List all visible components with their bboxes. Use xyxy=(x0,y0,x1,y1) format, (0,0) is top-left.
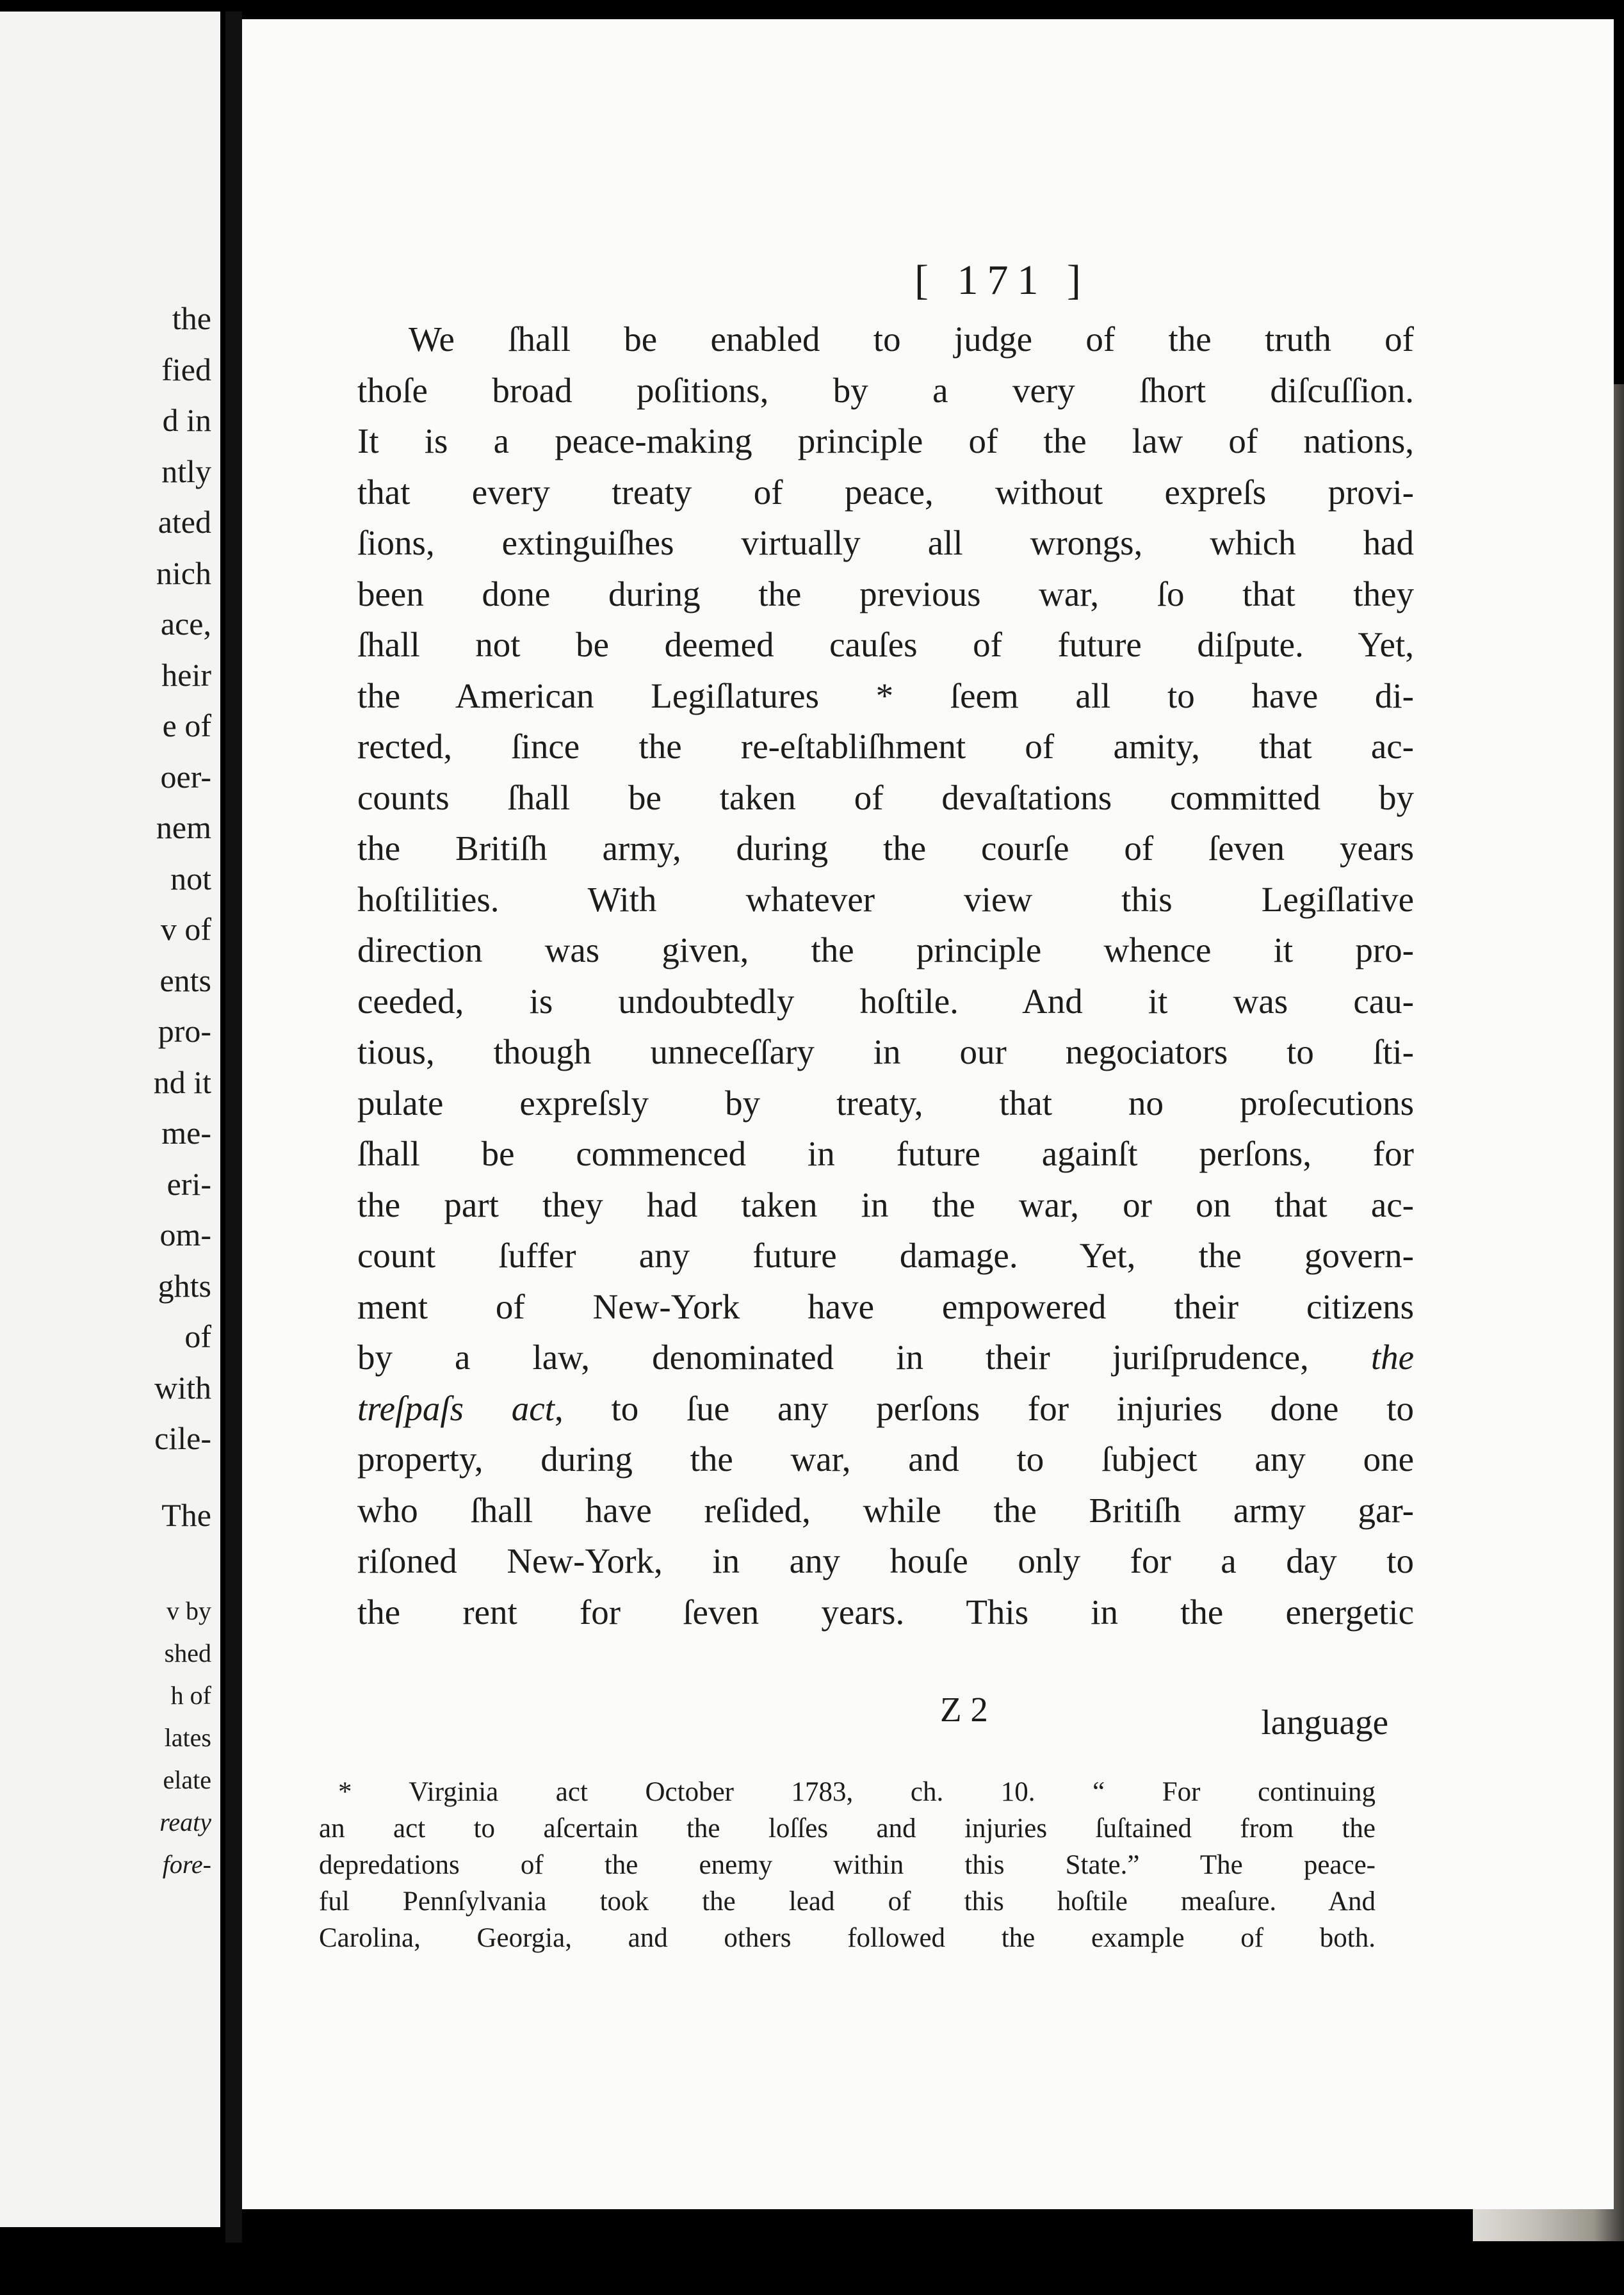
left-page-footnote-fragments xyxy=(159,1590,211,1886)
text-line: ſhall not be deemed cauſes of future diſpute. Yet, xyxy=(357,625,1414,664)
body-text xyxy=(357,314,1414,1637)
text-line: been done during the previous war, ſo that they xyxy=(357,574,1414,613)
text-line: It is a peace-making principle of the law of nations, xyxy=(357,421,1414,460)
text-line: direction was given, the principle whence it pro- xyxy=(357,930,1414,969)
left-note: h of xyxy=(170,1681,211,1710)
left-fragment: pro- xyxy=(158,1013,211,1049)
left-fragment: me- xyxy=(161,1115,211,1151)
left-note: fore- xyxy=(162,1850,211,1879)
left-note: reaty xyxy=(159,1808,211,1837)
left-fragment-gap xyxy=(154,1464,211,1490)
text-line: count ſuffer any future damage. Yet, the govern- xyxy=(357,1236,1414,1275)
text-line: thoſe broad poſitions, by a very ſhort diſcuſſion. xyxy=(357,370,1414,410)
left-fragment: nich xyxy=(156,555,211,591)
left-fragment: om- xyxy=(159,1217,211,1253)
text-span: , to ſue any perſons for injuries done to xyxy=(554,1388,1414,1428)
text-line: ceeded, is undoubtedly hoſtile. And it was cau- xyxy=(357,981,1414,1021)
left-fragment: ents xyxy=(159,962,211,998)
signature-mark: Z 2 xyxy=(940,1690,988,1729)
footnote-line: ful Pennſylvania took the lead of this hoſtile meaſure. And xyxy=(319,1886,1376,1917)
footnote xyxy=(319,1774,1376,1956)
left-note: lates xyxy=(164,1723,211,1752)
left-note: shed xyxy=(164,1639,211,1667)
book-page xyxy=(242,19,1614,2209)
left-page-text-fragments xyxy=(154,293,211,1541)
catchword: language xyxy=(1261,1703,1388,1742)
left-fragment: of xyxy=(184,1318,211,1354)
left-fragment: fied xyxy=(161,351,211,387)
book-gutter xyxy=(225,12,242,2242)
left-fragment: ace, xyxy=(160,606,211,642)
left-fragment: not xyxy=(170,860,211,896)
left-fragment: ated xyxy=(158,504,211,540)
text-line: hoſtilities. With whatever view this Legiſlative xyxy=(357,879,1414,919)
left-fragment: e of xyxy=(162,708,211,743)
text-line: ſhall be commenced in future againſt perſons, for xyxy=(357,1134,1414,1173)
left-fragment: cile- xyxy=(154,1420,211,1456)
left-fragment: the xyxy=(172,300,211,336)
left-fragment: eri- xyxy=(166,1165,211,1202)
left-note: v by xyxy=(166,1596,211,1625)
left-fragment: nem xyxy=(156,809,211,845)
text-line: ment of New-York have empowered their citizens xyxy=(357,1286,1414,1326)
italic-term-trespass-act: treſpaſs act xyxy=(357,1388,555,1428)
left-fragment: heir xyxy=(161,656,211,693)
left-fragment: v of xyxy=(160,911,211,947)
left-fragment: nd it xyxy=(153,1064,211,1100)
italic-term-the: the xyxy=(1370,1338,1415,1377)
left-fragment: d in xyxy=(162,402,211,438)
text-line: who ſhall have reſided, while the Britiſh army gar- xyxy=(357,1490,1414,1530)
text-line: the American Legiſlatures * ſeem all to have di- xyxy=(357,676,1414,715)
footnote-line: depredations of the enemy within this State.” The peace- xyxy=(319,1850,1376,1880)
footnote-line: * Virginia act October 1783, ch. 10. “ For continuing xyxy=(338,1777,1376,1807)
text-span: by a law, denominated in their juriſprudence, xyxy=(357,1338,1309,1377)
text-line: the part they had taken in the war, or on that ac- xyxy=(357,1185,1414,1224)
text-line: riſoned New-York, in any houſe only for a day to xyxy=(357,1541,1414,1580)
footnote-line: Carolina, Georgia, and others followed the example of both. xyxy=(319,1923,1376,1953)
text-line: the Britiſh army, during the courſe of ſeven years xyxy=(357,829,1414,868)
text-line: We ſhall be enabled to judge of the truth of xyxy=(409,320,1414,359)
page-foot-row xyxy=(332,1684,1388,1742)
left-fragment: ntly xyxy=(161,453,211,489)
text-line: that every treaty of peace, without expreſs provi- xyxy=(357,472,1414,512)
text-line: property, during the war, and to ſubject any one xyxy=(357,1439,1414,1479)
left-fragment: oer- xyxy=(160,758,211,795)
left-note: elate xyxy=(163,1765,211,1794)
left-page-fragment xyxy=(0,12,220,2227)
left-fragment: ghts xyxy=(158,1267,211,1304)
text-line-with-italic xyxy=(357,1383,1414,1434)
left-fragment: The xyxy=(161,1496,211,1533)
text-line: rected, ſince the re-eſtabliſhment of amity, that ac- xyxy=(357,727,1414,766)
text-line-with-italic xyxy=(357,1332,1414,1383)
text-line: counts ſhall be taken of devaſtations committed by xyxy=(357,777,1414,817)
page-number-header: [ 171 ] xyxy=(914,257,1090,304)
text-line: the rent for ſeven years. This in the energetic xyxy=(357,1592,1414,1632)
text-line: ſions, extinguiſhes virtually all wrongs, which had xyxy=(357,523,1414,562)
footnote-line: an act to aſcertain the loſſes and injuries ſuſtained from the xyxy=(319,1813,1376,1844)
text-line: pulate expreſsly by treaty, that no proſecutions xyxy=(357,1083,1414,1123)
text-line: tious, though unneceſſary in our negociators to ſti- xyxy=(357,1032,1414,1071)
left-fragment: with xyxy=(154,1369,211,1406)
